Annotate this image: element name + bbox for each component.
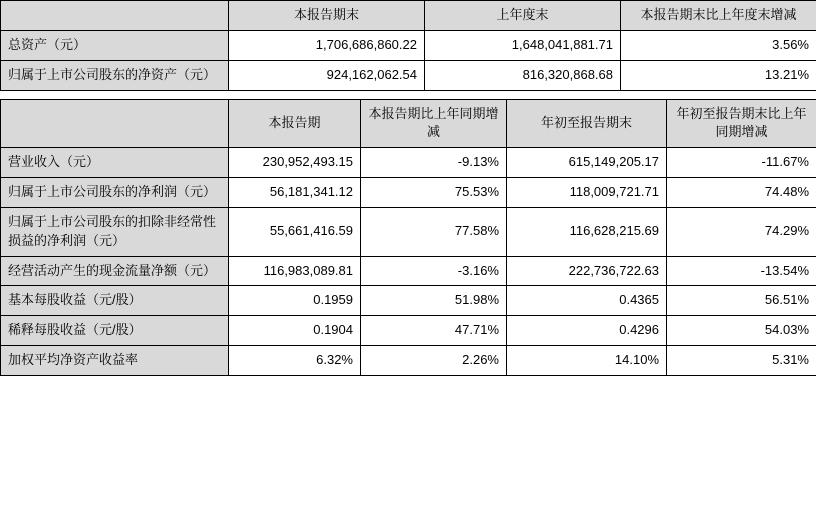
cell-value: 1,706,686,860.22: [229, 30, 425, 60]
column-header-prior-year-end: 上年度末: [425, 1, 621, 31]
cell-value: 6.32%: [229, 346, 361, 376]
row-label-diluted-eps: 稀释每股收益（元/股）: [1, 316, 229, 346]
column-header-change: 本报告期末比上年度末增减: [621, 1, 816, 31]
table-row: [1, 286, 816, 316]
cell-value: 47.71%: [361, 316, 507, 346]
cell-value: 118,009,721.71: [507, 178, 667, 208]
column-header-ytd: 年初至报告期末: [507, 99, 667, 148]
cell-value: 56,181,341.12: [229, 178, 361, 208]
table-row: [1, 60, 816, 90]
cell-value: 56.51%: [667, 286, 816, 316]
cell-value: 0.4296: [507, 316, 667, 346]
table-header-row: [1, 1, 816, 31]
income-summary-table: [0, 99, 816, 376]
cell-value: 74.29%: [667, 207, 816, 256]
cell-value: 0.1959: [229, 286, 361, 316]
table-row: [1, 148, 816, 178]
cell-value: 13.21%: [621, 60, 816, 90]
cell-value: -3.16%: [361, 256, 507, 286]
cell-value: 116,983,089.81: [229, 256, 361, 286]
table-row: [1, 178, 816, 208]
cell-value: 75.53%: [361, 178, 507, 208]
cell-value: 3.56%: [621, 30, 816, 60]
row-label-operating-cashflow: 经营活动产生的现金流量净额（元）: [1, 256, 229, 286]
column-header-current-period: 本报告期: [229, 99, 361, 148]
balance-summary-table: [0, 0, 816, 91]
row-label-net-profit-deducted: 归属于上市公司股东的扣除非经常性损益的净利润（元）: [1, 207, 229, 256]
row-label-net-assets: 归属于上市公司股东的净资产（元）: [1, 60, 229, 90]
cell-value: 0.1904: [229, 316, 361, 346]
column-header-current-period-change: 本报告期比上年同期增减: [361, 99, 507, 148]
cell-value: 816,320,868.68: [425, 60, 621, 90]
cell-value: 14.10%: [507, 346, 667, 376]
table-gap: [0, 91, 816, 99]
cell-value: 615,149,205.17: [507, 148, 667, 178]
table-row: [1, 346, 816, 376]
table-header-row: [1, 99, 816, 148]
table-row: [1, 256, 816, 286]
corner-cell: [1, 1, 229, 31]
row-label-total-assets: 总资产（元）: [1, 30, 229, 60]
row-label-revenue: 营业收入（元）: [1, 148, 229, 178]
cell-value: 2.26%: [361, 346, 507, 376]
cell-value: -9.13%: [361, 148, 507, 178]
cell-value: 54.03%: [667, 316, 816, 346]
cell-value: 5.31%: [667, 346, 816, 376]
column-header-ytd-change: 年初至报告期末比上年同期增减: [667, 99, 816, 148]
cell-value: 230,952,493.15: [229, 148, 361, 178]
cell-value: 924,162,062.54: [229, 60, 425, 90]
cell-value: 0.4365: [507, 286, 667, 316]
table-row: [1, 316, 816, 346]
cell-value: 51.98%: [361, 286, 507, 316]
row-label-basic-eps: 基本每股收益（元/股）: [1, 286, 229, 316]
cell-value: 74.48%: [667, 178, 816, 208]
cell-value: 1,648,041,881.71: [425, 30, 621, 60]
cell-value: 55,661,416.59: [229, 207, 361, 256]
row-label-weighted-roe: 加权平均净资产收益率: [1, 346, 229, 376]
column-header-period-end: 本报告期末: [229, 1, 425, 31]
cell-value: 116,628,215.69: [507, 207, 667, 256]
cell-value: 77.58%: [361, 207, 507, 256]
cell-value: 222,736,722.63: [507, 256, 667, 286]
cell-value: -11.67%: [667, 148, 816, 178]
corner-cell: [1, 99, 229, 148]
cell-value: -13.54%: [667, 256, 816, 286]
table-row: [1, 207, 816, 256]
row-label-net-profit: 归属于上市公司股东的净利润（元）: [1, 178, 229, 208]
table-row: [1, 30, 816, 60]
